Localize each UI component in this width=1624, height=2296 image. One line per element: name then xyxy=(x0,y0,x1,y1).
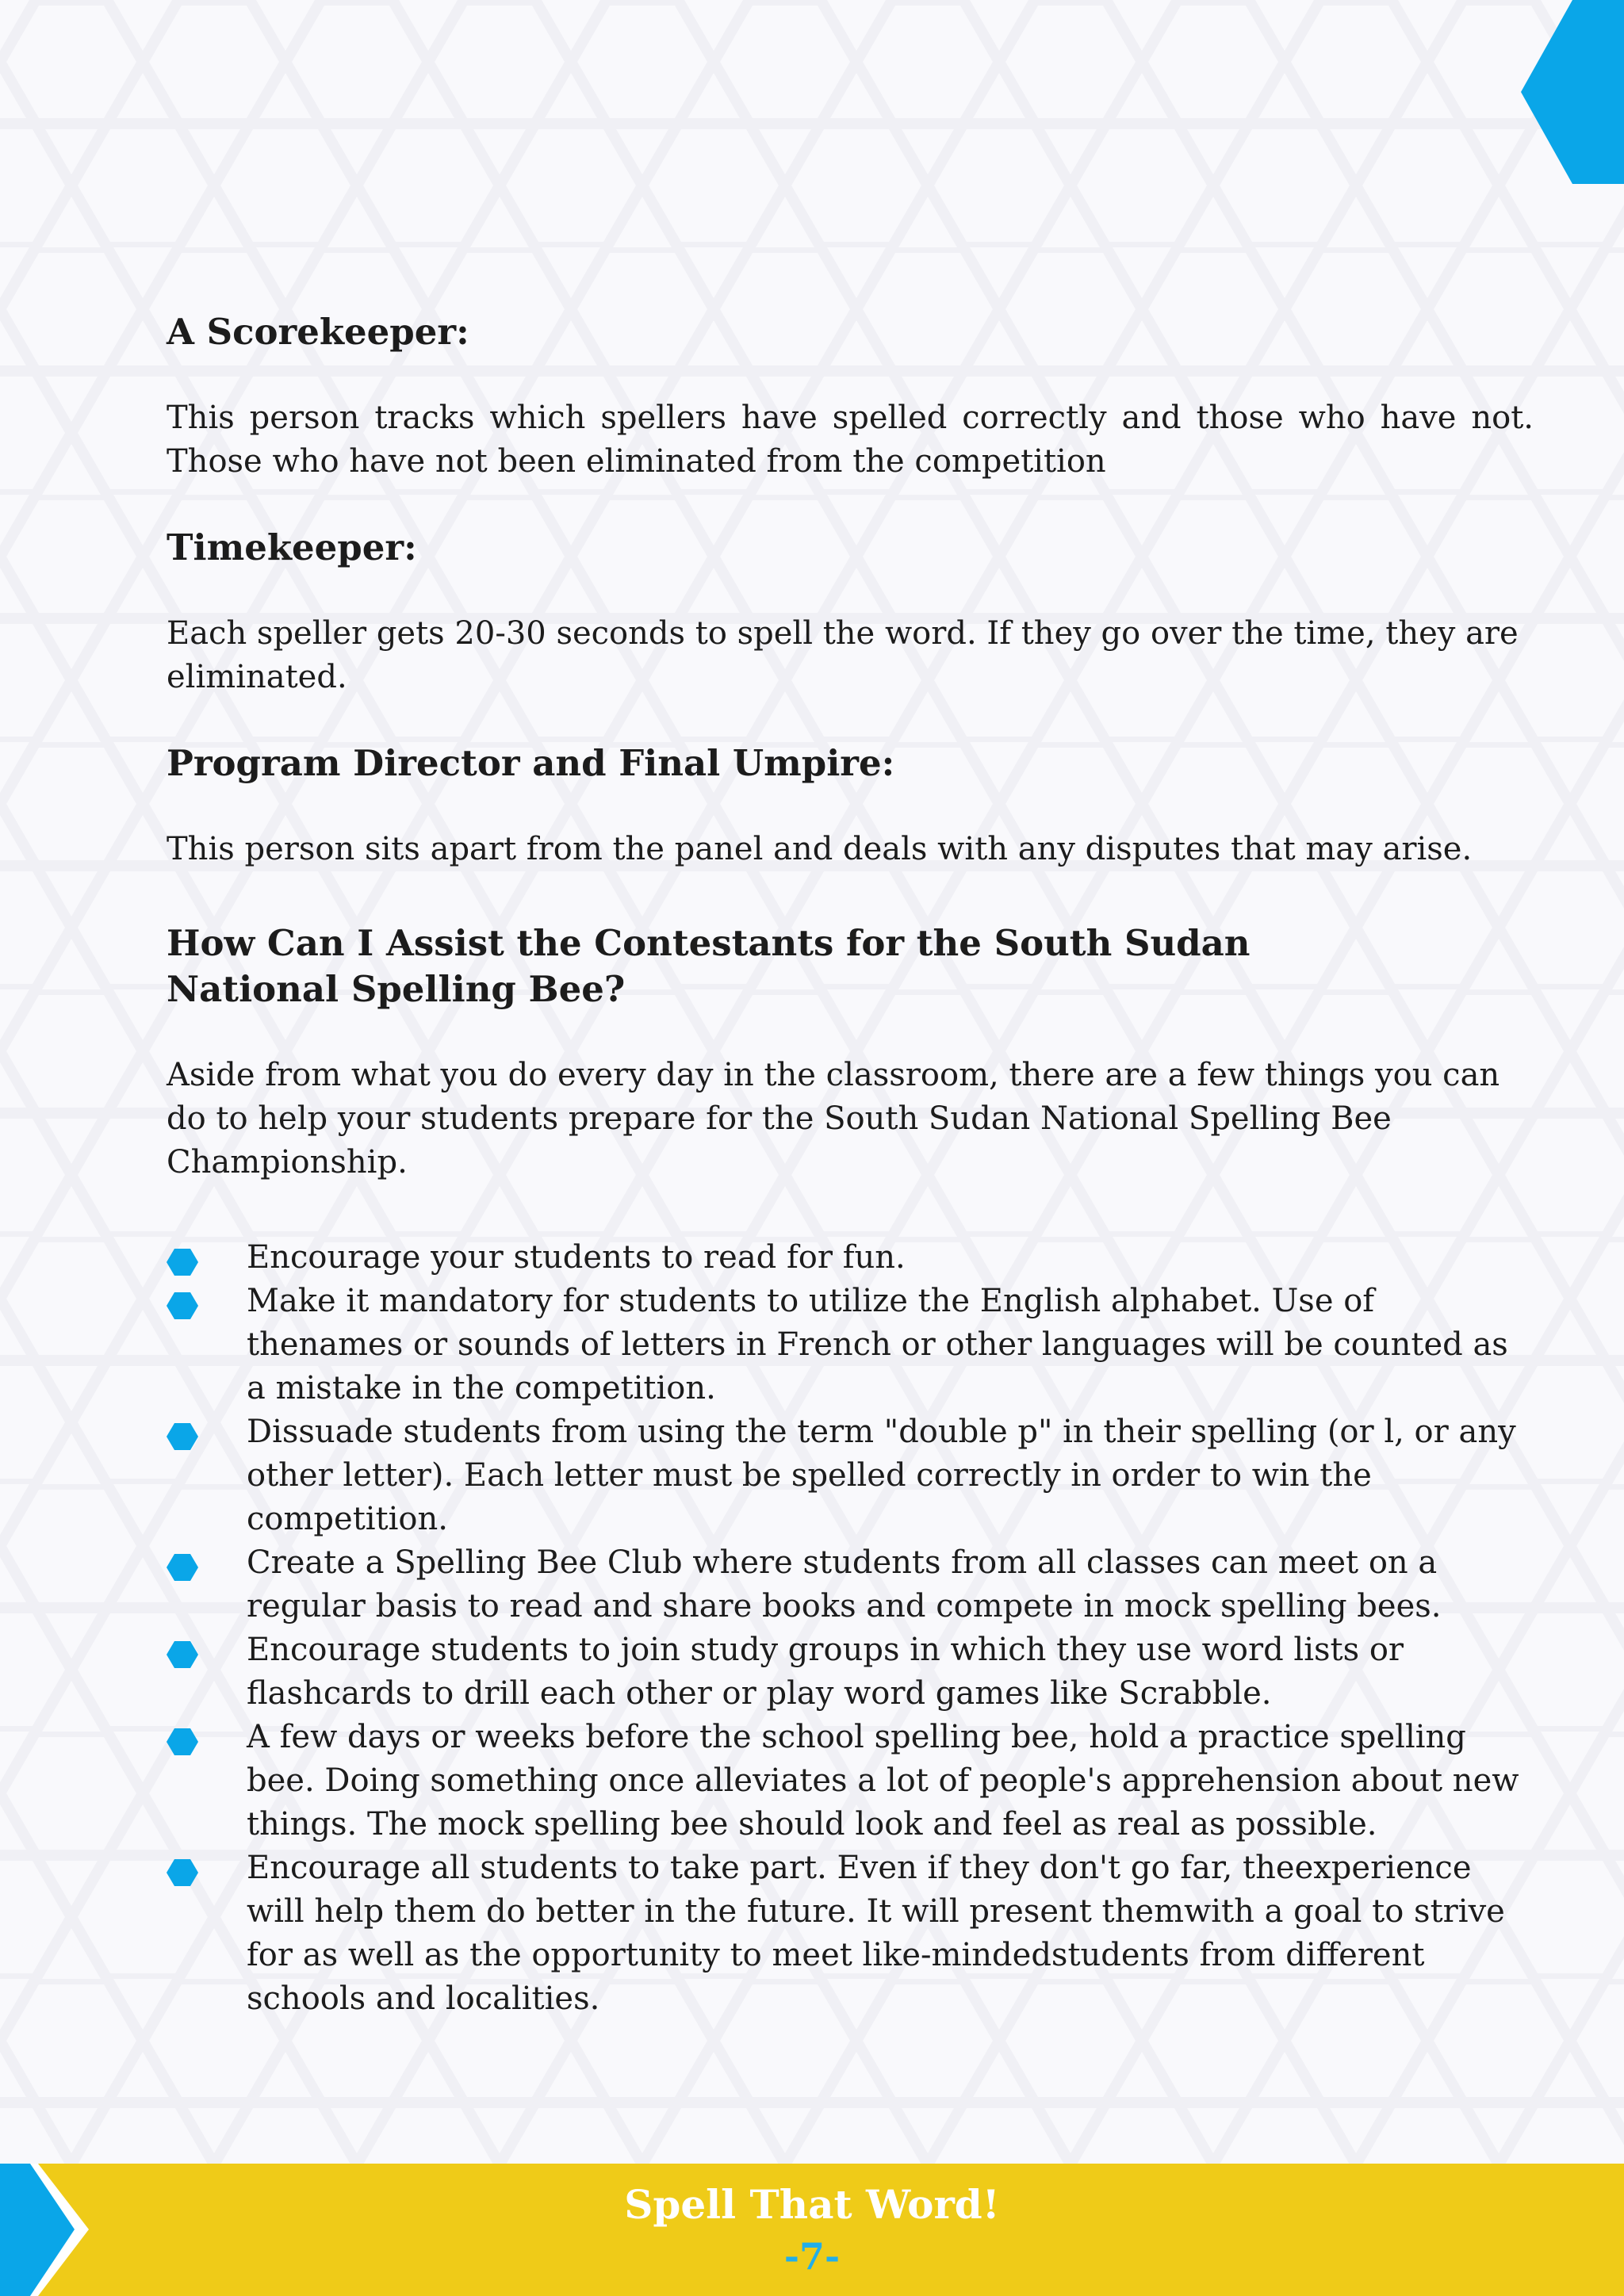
footer-title: Spell That Word! xyxy=(624,2181,1000,2228)
list-item xyxy=(167,1628,1534,1716)
hexagon-bullet-icon xyxy=(167,1859,198,1886)
paragraph-assist-contestants: Aside from what you do every day in the classroom, there are a few things you can do to help your students prepare for the South Sudan National Spelling Bee Championship. xyxy=(167,1057,1500,1181)
tips-bullet-list xyxy=(167,1236,1534,2021)
paragraph-program-director: This person sits apart from the panel and deals with any disputes that may arise. xyxy=(167,831,1473,867)
list-item xyxy=(167,1236,1534,1280)
paragraph-timekeeper: Each speller gets 20-30 seconds to spell the word. If they go over the time, they are eliminated. xyxy=(167,615,1519,695)
heading-assist-contestants: How Can I Assist the Contestants for the South Sudan National Spelling Bee? xyxy=(167,922,1251,1010)
list-item-text: Encourage students to join study groups in which they use word lists or flashcards to drill each other or play word games like Scrabble. xyxy=(247,1632,1404,1712)
list-item-text: Encourage all students to take part. Even if they don't go far, theexperience will help them do better in the future. It will present themwith a goal to strive for as well as the opportunity to meet like-mindedstudents from different schools and localities. xyxy=(247,1850,1505,2017)
list-item xyxy=(167,1541,1534,1628)
list-item-text: Dissuade students from using the term "double p" in their spelling (or l, or any other letter). Each letter must be spelled correctly in order to win the competition. xyxy=(247,1414,1516,1537)
hexagon-corner-icon xyxy=(1521,0,1624,184)
hexagon-bullet-icon xyxy=(167,1728,198,1755)
hexagon-bullet-icon xyxy=(167,1554,198,1581)
list-item-text: Create a Spelling Bee Club where students from all classes can meet on a regular basis to read and share books and compete in mock spelling bees. xyxy=(247,1544,1442,1624)
heading-scorekeeper: A Scorekeeper: xyxy=(167,311,469,353)
list-item-text: A few days or weeks before the school spelling bee, hold a practice spelling bee. Doing something once alleviates a lot of people's apprehension about new things. The mock spelling bee should look and feel as real as possible. xyxy=(247,1719,1519,1843)
hexagon-bullet-icon xyxy=(167,1292,198,1319)
list-item xyxy=(167,1410,1534,1541)
list-item xyxy=(167,1716,1534,1846)
hexagon-bullet-icon xyxy=(167,1249,198,1276)
list-item xyxy=(167,1280,1534,1410)
list-item xyxy=(167,1846,1534,2021)
list-item-text: Encourage your students to read for fun. xyxy=(247,1239,906,1276)
document-body xyxy=(167,309,1534,2021)
page-number: -7- xyxy=(783,2235,841,2278)
footer-bar xyxy=(0,2164,1624,2296)
hexagon-bullet-icon xyxy=(167,1641,198,1668)
heading-program-director: Program Director and Final Umpire: xyxy=(167,742,895,784)
list-item-text: Make it mandatory for students to utilize the English alphabet. Use of thenames or sounds of letters in French or other languages will be counted as a mistake in the competition. xyxy=(247,1283,1508,1406)
hexagon-bullet-icon xyxy=(167,1423,198,1450)
heading-timekeeper: Timekeeper: xyxy=(167,526,417,568)
paragraph-scorekeeper: This person tracks which spellers have spelled correctly and those who have not. Those who have not been eliminated from the competition xyxy=(167,400,1534,480)
